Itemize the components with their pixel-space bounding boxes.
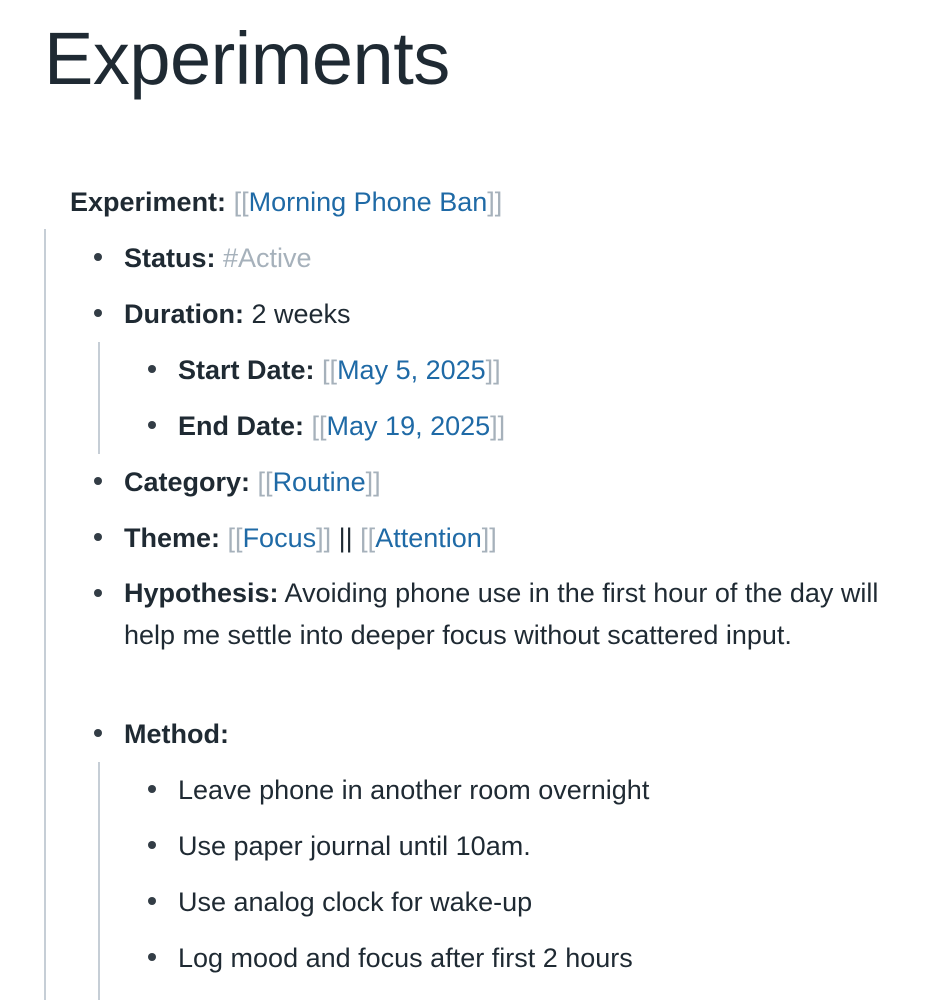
bullet-method[interactable] [94,729,102,737]
bracket-close: ]] [316,523,332,553]
experiment-link[interactable]: Morning Phone Ban [248,187,488,217]
method-item[interactable]: Leave phone in another room overnight [178,775,650,805]
bullet-status[interactable] [94,253,102,261]
status-row[interactable] [124,240,312,276]
bullet-method-item[interactable] [148,841,156,849]
bracket-open: [[ [322,355,338,385]
method-label: Method: [124,719,229,749]
status-tag[interactable]: #Active [223,243,312,273]
bullet-start-date[interactable] [148,365,156,373]
bullet-method-item[interactable] [148,785,156,793]
start-date-label: Start Date: [178,355,315,385]
start-date-row[interactable] [178,352,501,388]
theme-link-attention[interactable]: Attention [375,523,482,553]
indent-guide-method [98,762,100,1000]
duration-value: 2 weeks [251,299,351,329]
method-item[interactable]: Use analog clock for wake-up [178,887,533,917]
end-date-label: End Date: [178,411,305,441]
bullet-theme[interactable] [94,533,102,541]
indent-guide-duration [98,342,100,454]
theme-row[interactable] [124,520,497,556]
bullet-method-item[interactable] [148,953,156,961]
theme-separator: || [338,523,353,553]
duration-label: Duration: [124,299,244,329]
bullet-duration[interactable] [94,309,102,317]
end-date-row[interactable] [178,408,505,444]
end-date-link[interactable]: May 19, 2025 [326,411,491,441]
bracket-close: ]] [487,187,503,217]
category-link[interactable]: Routine [272,467,366,497]
hypothesis-row[interactable] [124,572,914,656]
bullet-hypothesis[interactable] [94,589,102,597]
bullet-category[interactable] [94,477,102,485]
hypothesis-text: Avoiding phone use in the first hour of the day will help me settle into deeper focus without scattered input. [124,578,879,650]
experiment-row [70,184,502,220]
method-item[interactable]: Log mood and focus after first 2 hours [178,943,633,973]
bullet-end-date[interactable] [148,421,156,429]
status-label: Status: [124,243,216,273]
bracket-close: ]] [490,411,506,441]
method-row[interactable] [124,716,229,752]
bracket-close: ]] [485,355,501,385]
duration-row[interactable] [124,296,351,332]
indent-guide-level1 [44,229,46,1000]
bracket-close: ]] [365,467,381,497]
hypothesis-label: Hypothesis: [124,578,279,608]
bracket-open: [[ [257,467,273,497]
bracket-close: ]] [481,523,497,553]
method-item[interactable]: Use paper journal until 10am. [178,831,531,861]
theme-link-focus[interactable]: Focus [242,523,317,553]
experiment-label: Experiment: [70,187,227,217]
theme-label: Theme: [124,523,221,553]
bullet-method-item[interactable] [148,897,156,905]
bracket-open: [[ [360,523,376,553]
bracket-open: [[ [233,187,249,217]
start-date-link[interactable]: May 5, 2025 [337,355,486,385]
bracket-open: [[ [227,523,243,553]
category-row[interactable] [124,464,381,500]
bracket-open: [[ [311,411,327,441]
category-label: Category: [124,467,251,497]
page-title: Experiments [44,17,450,100]
